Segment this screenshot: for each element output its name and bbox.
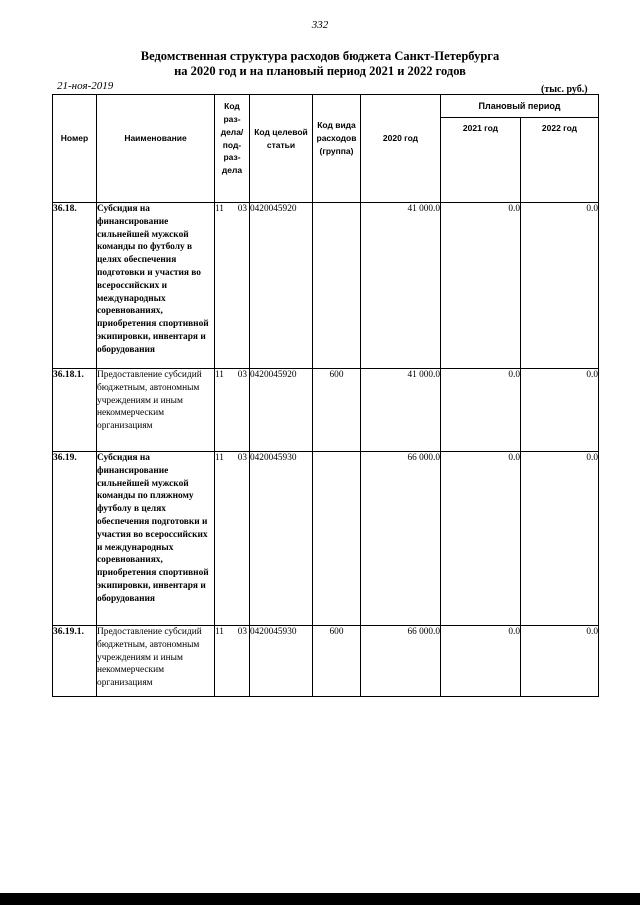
table-row: [53, 626, 599, 697]
row-target-code: 0420045920: [250, 203, 313, 369]
budget-table: [52, 94, 599, 697]
header-spacer: [215, 182, 250, 203]
row-number: 36.19.1.: [53, 626, 97, 697]
row-expense-code: 600: [313, 369, 361, 452]
header-spacer: [250, 182, 313, 203]
row-2021-amount: 0.0: [441, 452, 521, 626]
row-2021-amount: 0.0: [441, 626, 521, 697]
header-spacer: [441, 182, 521, 203]
row-name: Субсидия на финансирование сильнейшей мужской команды по пляжному футболу в целях обеспечения подготовки и участия во всероссийских и международных соревнованиях, приобретения спортивной экипировки, инвентаря и оборудования: [97, 452, 215, 626]
row-2021-amount: 0.0: [441, 369, 521, 452]
header-spacer: [521, 182, 599, 203]
row-2022-amount: 0.0: [521, 369, 599, 452]
document-date: 21-ноя-2019: [57, 80, 114, 92]
row-2020-amount: 66 000.0: [361, 626, 441, 697]
row-target-code: 0420045920: [250, 369, 313, 452]
header-spacer: [53, 182, 97, 203]
table-row: [53, 203, 599, 369]
table-row: [53, 452, 599, 626]
row-section-code: [215, 203, 250, 369]
header-spacer: [361, 182, 441, 203]
row-expense-code: 600: [313, 626, 361, 697]
header-spacer: [313, 182, 361, 203]
section-part: 11: [215, 370, 224, 380]
header-number: Номер: [53, 95, 97, 183]
scan-edge-bar: [0, 893, 640, 905]
row-section-code: [215, 452, 250, 626]
section-part: 11: [215, 453, 224, 463]
row-expense-code: [313, 452, 361, 626]
row-target-code: 0420045930: [250, 626, 313, 697]
section-part: 11: [215, 204, 224, 214]
header-target-code: Код целевой статьи: [250, 95, 313, 183]
header-2022: 2022 год: [521, 118, 599, 183]
subsection-part: 03: [237, 204, 247, 214]
row-2020-amount: 41 000.0: [361, 203, 441, 369]
row-2022-amount: 0.0: [521, 452, 599, 626]
row-number: 36.18.1.: [53, 369, 97, 452]
row-2021-amount: 0.0: [441, 203, 521, 369]
row-2020-amount: 41 000.0: [361, 369, 441, 452]
row-number: 36.19.: [53, 452, 97, 626]
header-2020: 2020 год: [361, 95, 441, 183]
row-target-code: 0420045930: [250, 452, 313, 626]
header-plan-period: Плановый период: [441, 95, 599, 118]
row-2022-amount: 0.0: [521, 626, 599, 697]
subsection-part: 03: [237, 453, 247, 463]
subsection-part: 03: [237, 370, 247, 380]
header-2021: 2021 год: [441, 118, 521, 183]
units-label: (тыс. руб.): [541, 84, 588, 95]
section-part: 11: [215, 627, 224, 637]
title-line-1: Ведомственная структура расходов бюджета Санкт-Петербурга: [140, 49, 500, 63]
header-expense-code: Код вида расходов (группа): [313, 95, 361, 183]
row-name: Субсидия на финансирование сильнейшей мужской команды по футболу в целях обеспечения подготовки и участия во всероссийских и международных соревнованиях, приобретения спортивной экипировки, инвентаря и оборудования: [97, 203, 215, 369]
row-2022-amount: 0.0: [521, 203, 599, 369]
row-expense-code: [313, 203, 361, 369]
row-section-code: [215, 626, 250, 697]
row-number: 36.18.: [53, 203, 97, 369]
page-number: 332: [311, 19, 329, 31]
row-name: Предоставление субсидий бюджетным, автономным учреждениям и иным некоммерческим организациям: [97, 626, 215, 697]
header-name: Наименование: [97, 95, 215, 183]
row-name: Предоставление субсидий бюджетным, автономным учреждениям и иным некоммерческим организациям: [97, 369, 215, 452]
table-row: [53, 369, 599, 452]
title-line-2: на 2020 год и на плановый период 2021 и 2022 годов: [174, 64, 466, 78]
row-2020-amount: 66 000.0: [361, 452, 441, 626]
document-title: [0, 49, 640, 79]
header-spacer: [97, 182, 215, 203]
subsection-part: 03: [237, 627, 247, 637]
row-section-code: [215, 369, 250, 452]
header-section-code: Код раз-дела/ под-раз-дела: [215, 95, 250, 183]
